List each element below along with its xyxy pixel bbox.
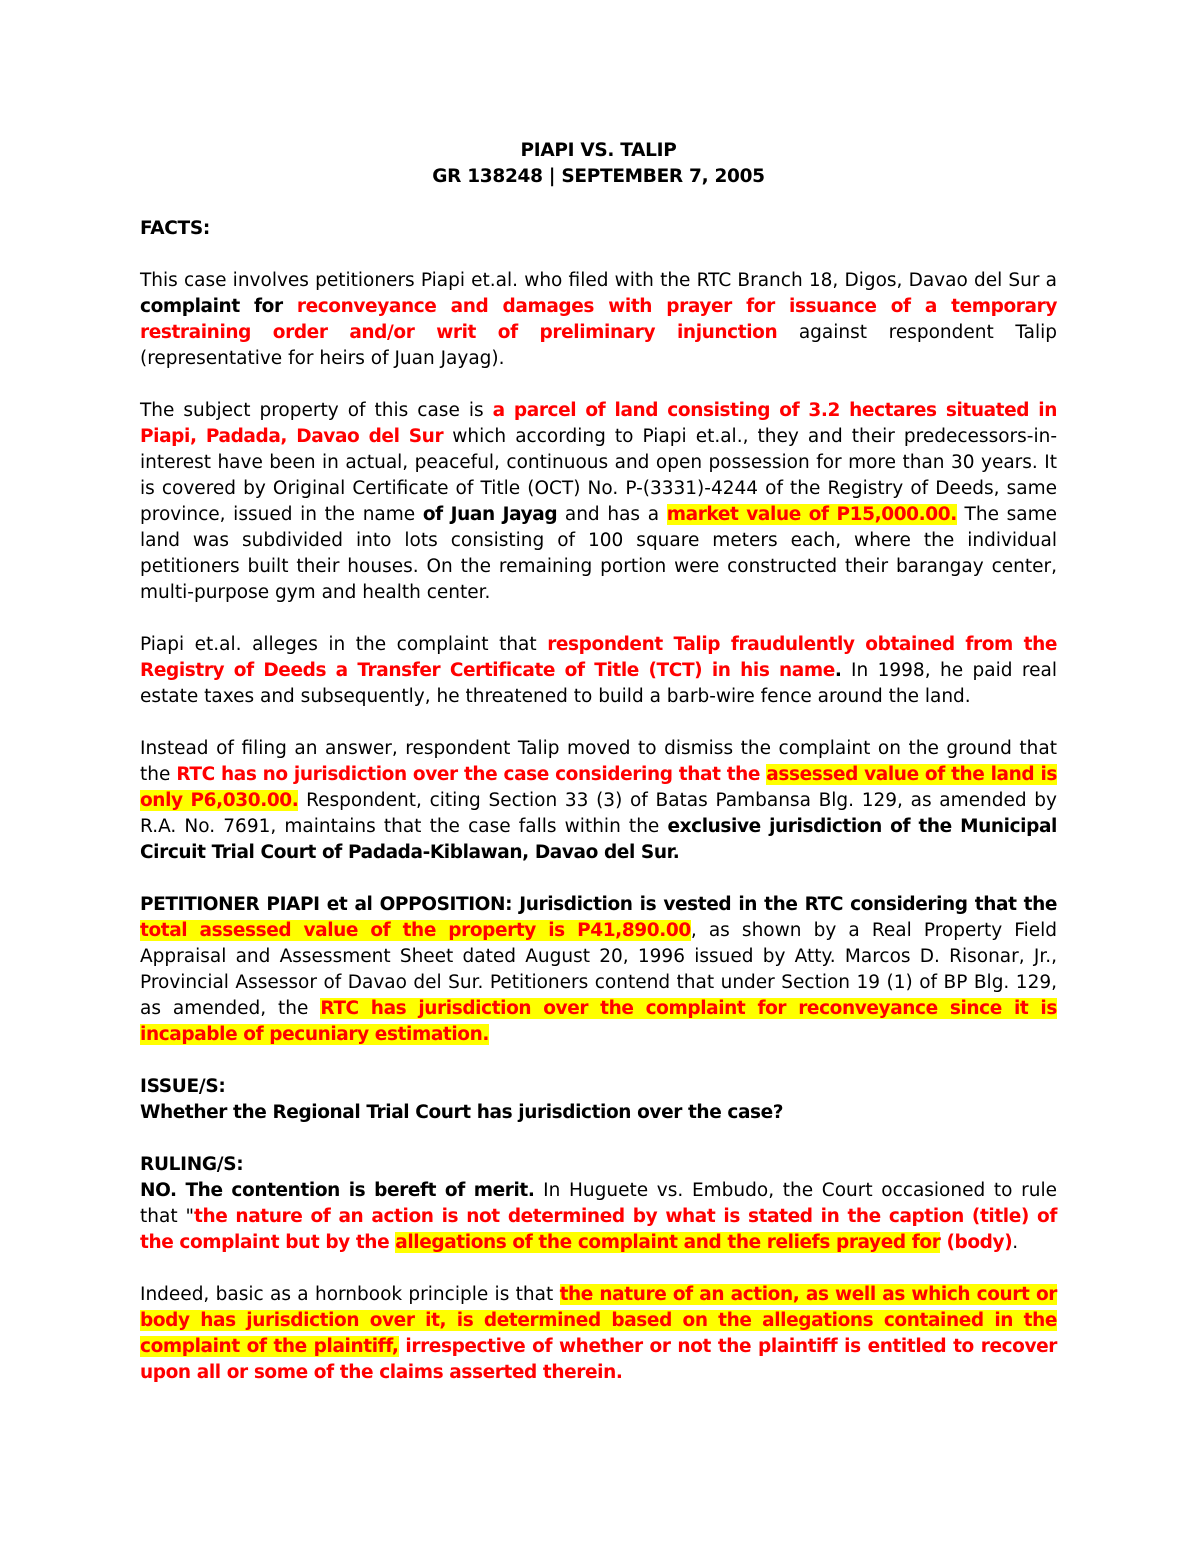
red-emphasis: the nature of an action is not determined by what is stated in the caption (title) of the complaint but by the [140,1206,1057,1253]
facts-paragraph-1 [140,268,1057,372]
text-run: and has a [557,504,667,525]
facts-heading: FACTS: [140,218,210,239]
text-run: Piapi et.al. alleges in the complaint that [140,634,548,655]
document-subtitle: GR 138248 | SEPTEMBER 7, 2005 [432,166,765,187]
ruling-paragraph-1 [140,1178,1057,1256]
bold-run: exclusive jurisdiction of the Municipal Circuit Trial Court of Padada-Kiblawan, Davao del Sur. [140,816,1057,863]
red-emphasis: respondent Talip fraudulently obtained from the Registry of Deeds a Transfer Certificate of Title (TCT) in his name [140,634,1057,681]
facts-paragraph-3 [140,632,1057,710]
text-run: Indeed, basic as a hornbook principle is that [140,1284,560,1305]
bold-run: PETITIONER PIAPI et al OPPOSITION: Jurisdiction is vested in the RTC considering that the [140,894,1057,915]
highlighted-emphasis: assessed value of the land is only P6,030.00. [140,764,1058,811]
red-emphasis: reconveyance and damages with prayer for issuance of a temporary restraining order and/or writ of preliminary injunction [140,296,1057,343]
facts-paragraph-5 [140,892,1057,1048]
issue-heading: ISSUE/S: [140,1076,226,1097]
highlighted-emphasis: market value of P15,000.00. [666,504,957,525]
text-run: against respondent Talip (representative for heirs of Juan Jayag). [140,322,1057,369]
text-run: The subject property of this case is [140,400,493,421]
bold-run: of Juan Jayag [422,504,558,525]
highlighted-emphasis: the nature of an action, as well as which court or body has jurisdiction over it, is determined based on the allegations contained in the complaint of the plaintiff, [140,1284,1057,1357]
text-run: In 1998, he paid real estate taxes and subsequently, he threatened to build a barb-wire fence around the land. [140,660,1057,707]
text-run: In Huguete vs. Embudo, the Court occasioned to rule that " [140,1180,1057,1227]
text-run: which according to Piapi et.al., they and their predecessors-in-interest have been in actual, peaceful, continuous and open possession for more than 30 years. It is covered by Original Certificate of Title (OCT) No. P-(3331)-4244 of the Registry of Deeds, same province, issued in the name [140,426,1057,525]
facts-paragraph-4 [140,736,1057,866]
highlighted-emphasis: total assessed value of the property is P41,890.00 [140,920,691,941]
text-run: , as shown by a Real Property Field Appraisal and Assessment Sheet dated August 20, 1996 issued by Atty. Marcos D. Risonar, Jr., Provincial Assessor of Davao del Sur. Petitioners contend that under Section 19 (1) of BP Blg. 129, as amended, the [140,920,1058,1019]
text-run: . [1012,1232,1019,1253]
red-emphasis: RTC has no jurisdiction over the case considering that the [176,764,767,785]
text-run: Instead of filing an answer, respondent Talip moved to dismiss the complaint on the ground that the [140,738,1057,785]
text-run: Respondent, citing Section 33 (3) of Batas Pambansa Blg. 129, as amended by R.A. No. 7691, maintains that the case falls within the [140,790,1057,837]
document-title: PIAPI VS. TALIP [520,140,677,161]
ruling-heading: RULING/S: [140,1154,244,1175]
highlighted-emphasis: allegations of the complaint and the reliefs prayed for [395,1232,941,1253]
bold-run: complaint for [140,296,297,317]
facts-paragraph-2 [140,398,1057,606]
text-run: This case involves petitioners Piapi et.al. who filed with the RTC Branch 18, Digos, Davao del Sur a [140,270,1057,291]
bold-run: . [834,660,842,681]
ruling-paragraph-2 [140,1282,1057,1386]
red-emphasis: (body) [940,1232,1013,1253]
red-emphasis: irrespective of whether or not the plaintiff is entitled to recover upon all or some of the claims asserted therein. [140,1336,1057,1383]
document-page [140,138,1057,1386]
text-run: The same land was subdivided into lots consisting of 100 square meters each, where the individual petitioners built their houses. On the remaining portion were constructed their barangay center, multi-purpose gym and health center. [140,504,1057,603]
bold-run: NO. The contention is bereft of merit. [140,1180,535,1201]
issue-text: Whether the Regional Trial Court has jurisdiction over the case? [140,1102,784,1123]
highlighted-emphasis: RTC has jurisdiction over the complaint for reconveyance since it is incapable of pecuniary estimation. [140,998,1057,1045]
red-emphasis: a parcel of land consisting of 3.2 hectares situated in Piapi, Padada, Davao del Sur [140,400,1057,447]
